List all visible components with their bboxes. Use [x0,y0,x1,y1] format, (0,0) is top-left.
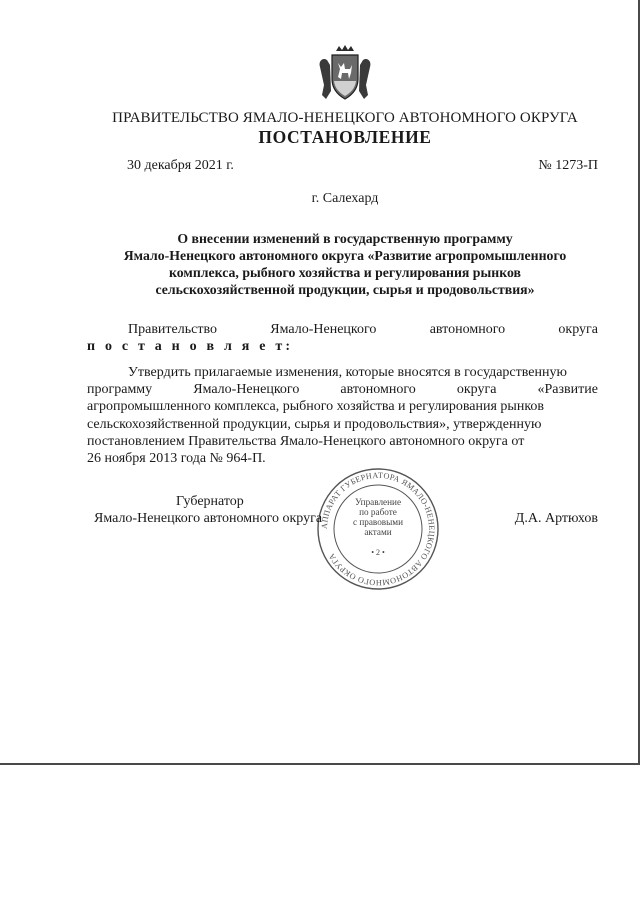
seal-line: актами [364,527,392,537]
subject-line: сельскохозяйственной продукции, сырья и продовольствия» [155,282,535,297]
subject-line: комплекса, рыбного хозяйства и регулирования рынков [169,265,521,280]
decree-word: п о с т а н о в л я е т: [87,339,294,355]
preamble-word: Ямало-Ненецкого [270,322,377,337]
seal-outer-text: АППАРАТ ГУБЕРНАТОРА ЯМАЛО-НЕНЕЦКОГО АВТОНОМНОГО ОКРУГА [319,470,437,588]
document-city: г. Салехард [311,191,379,206]
body-paragraph [87,364,598,467]
document-subject [70,230,620,298]
preamble-line [87,321,598,338]
document-date: 30 декабря 2021 г. [127,158,234,173]
preamble-word: Правительство [128,322,217,337]
subject-line: О внесении изменений в государственную программу [177,231,513,246]
body-word: «Развитие [537,382,598,398]
seal-line: Управление [354,497,402,507]
body-word: программу [87,382,153,398]
body-line: 26 ноября 2013 года № 964-П. [87,451,266,467]
body-line: Утвердить прилагаемые изменения, которые вносятся в государственную [128,365,567,380]
body-word: округа [456,382,497,398]
seal-inner-text [346,497,410,558]
signatory-region: Ямало-Ненецкого автономного округа [94,511,323,526]
body-line [87,381,598,398]
seal-number: • 2 • [371,548,385,557]
body-line: сельскохозяйственной продукции, сырья и продовольствия», утвержденную [87,416,542,432]
seal-line: по работе [359,507,397,517]
subject-line: Ямало-Ненецкого автономного округа «Развитие агропромышленного [123,248,567,263]
preamble-word: автономного [429,322,506,337]
body-line: постановлением Правительства Ямало-Ненецкого автономного округа от [87,433,525,449]
signatory-name: Д.А. Артюхов [514,511,598,526]
document-number: № 1273-П [538,158,598,173]
coat-of-arms-icon [314,43,376,105]
seal-line: с правовыми [352,517,404,527]
body-word: автономного [340,382,416,398]
body-line: агропромышленного комплекса, рыбного хозяйства и регулирования рынков [87,399,545,415]
document-type: ПОСТАНОВЛЕНИЕ [258,127,432,147]
preamble [87,321,598,355]
preamble-word: округа [558,322,598,337]
signatory-title: Губернатор [176,494,244,509]
body-word: Ямало-Ненецкого [193,382,300,398]
government-name: ПРАВИТЕЛЬСТВО ЯМАЛО-НЕНЕЦКОГО АВТОНОМНОГО ОКРУГА [112,110,578,126]
